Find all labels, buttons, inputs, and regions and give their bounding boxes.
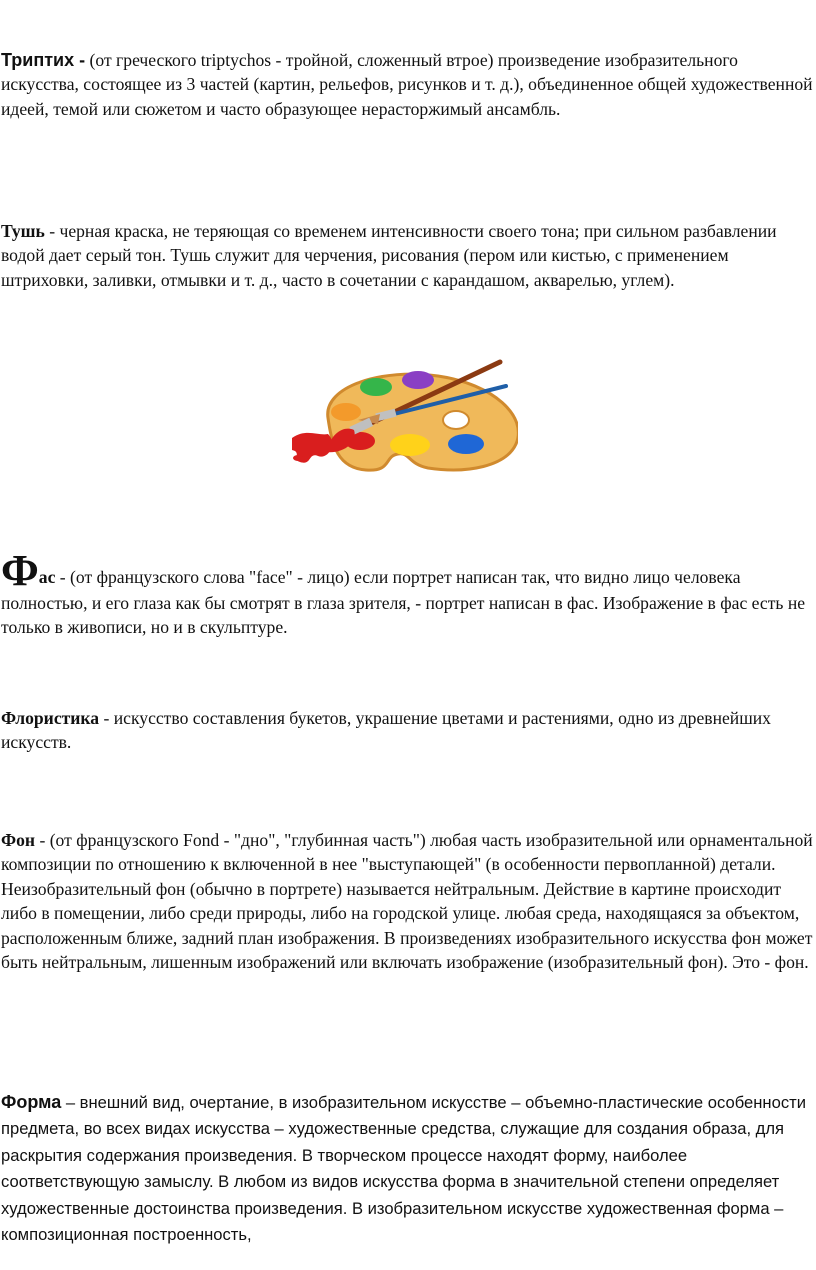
entry-definition: - искусство составления букетов, украшение цветами и растениями, одно из древнейших искусств.: [1, 708, 771, 753]
entry-term: Форма: [1, 1092, 62, 1112]
paint-palette-with-brushes-icon: [288, 356, 518, 476]
entry-definition: (от греческого triptychos - тройной, сложенный втрое) произведение изобразительного искусства, состоящее из 3 частей (картин, рельефов, рисунков и т. д.), объединенное общей художественной идеей, темой или сюжетом и часто образующее нерасторжимый ансамбль.: [1, 50, 813, 119]
entry-definition: - черная краска, не теряющая со временем интенсивности своего тона; при сильном разбавлении водой дает серый тон. Тушь служит для черчения, рисования (пером или кистью, с применением штриховки, заливки, отмывки и т. д., часто в сочетании с карандашом, акварелью, углем).: [1, 221, 777, 290]
entry-term: ас: [38, 567, 56, 587]
entry-floristics: [1, 706, 813, 755]
entry-term: Тушь: [1, 221, 45, 241]
entry-fon: [1, 828, 813, 974]
entry-term: Флористика: [1, 708, 100, 728]
entry-term: Триптих -: [1, 50, 86, 70]
entry-term: Фон: [1, 830, 36, 850]
entry-definition: - (от французского слова "face" - лицо) если портрет написан так, что видно лицо человека полностью, и его глаза как бы смотрят в глаза зрителя, - портрет написан в фас. Изображение в фас есть не только в живописи, но и в скульптуре.: [1, 567, 806, 638]
entry-triptych: [1, 48, 813, 121]
entry-forma: [1, 1089, 813, 1248]
entry-fas: [1, 546, 813, 640]
entry-definition: - (от французского Fond - "дно", "глубинная часть") любая часть изобразительной или орнаментальной композиции по отношению к включенной в нее "выступающей" (в особенности первопланной) детали. Неизобразительный фон (обычно в портрете) называется нейтральным. Действие в картине происходит либо в помещении, либо среди природы, либо на городской улице. любая среда, находящаяся за объектом, расположенным ближе, задний план изображения. В произведениях изобразительного искусства фон может быть нейтральным, лишенным изображений или включать изображение (изобразительный фон). Это - фон.: [1, 830, 813, 973]
entry-dropcap: Ф: [1, 546, 39, 595]
entry-definition: – внешний вид, очертание, в изобразительном искусстве – объемно-пластические особенности предмета, во всех видах искусства – художественные средства, служащие для создания образа, для раскрытия содержания произведения. В творческом процессе находят форму, наиболее соответствующую замыслу. В любом из видов искусства форма в значительной степени определяет художественные достоинства произведения. В изобразительном искусстве художественная форма – композиционная построенность,: [1, 1093, 806, 1245]
entry-ink: [1, 219, 813, 292]
